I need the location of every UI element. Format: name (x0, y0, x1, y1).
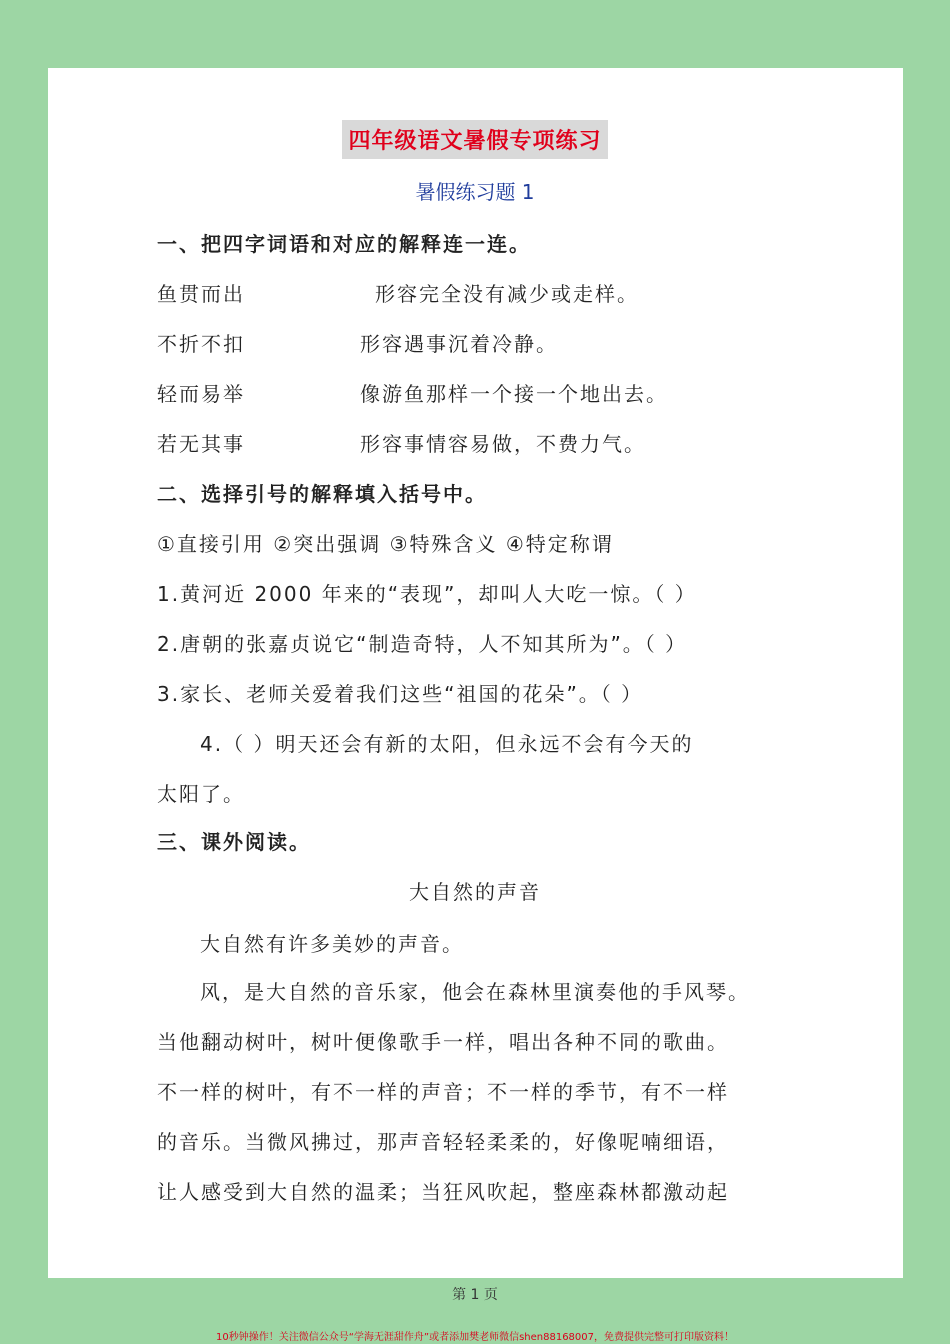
subtitle: 暑假练习题 1 (415, 180, 535, 204)
footer-notice: 10秒钟操作！关注微信公众号“学海无涯甜作舟”或者添加樊老师微信shen88168007，免费提供完整可打印版资料！ (215, 1332, 735, 1343)
quote-options: ①直接引用 ②突出强调 ③特殊含义 ④特定称谓 (157, 532, 614, 556)
question-4: 4.（ ）明天还会有新的太阳，但永远不会有今天的 (200, 732, 694, 756)
page-title: 四年级语文暑假专项练习 (342, 120, 607, 159)
page-number: 第 1 页 (452, 1287, 498, 1303)
passage-line: 的音乐。当微风拂过，那声音轻轻柔柔的，好像呢喃细语， (157, 1130, 729, 1154)
passage-line: 让人感受到大自然的温柔；当狂风吹起，整座森林都激动起 (157, 1180, 729, 1204)
question-2: 2.唐朝的张嘉贞说它“制造奇特，人不知其所为”。（ ） (157, 632, 688, 656)
word-1: 鱼贯而出 (157, 282, 245, 306)
passage-title: 大自然的声音 (409, 880, 541, 904)
section1-heading: 一、把四字词语和对应的解释连一连。 (157, 232, 531, 256)
passage-line: 当他翻动树叶，树叶便像歌手一样，唱出各种不同的歌曲。 (157, 1030, 729, 1054)
passage-line: 大自然有许多美妙的声音。 (200, 932, 464, 956)
question-3: 3.家长、老师关爱着我们这些“祖国的花朵”。（ ） (157, 682, 644, 706)
meaning-1: 形容完全没有减少或走样。 (375, 282, 639, 306)
meaning-4: 形容事情容易做，不费力气。 (360, 432, 646, 456)
section2-heading: 二、选择引号的解释填入括号中。 (157, 482, 487, 506)
word-3: 轻而易举 (157, 382, 245, 406)
question-4-continued: 太阳了。 (157, 782, 245, 806)
question-1: 1.黄河近 2000 年来的“表现”，却叫人大吃一惊。（ ） (157, 582, 697, 606)
word-4: 若无其事 (157, 432, 245, 456)
passage-line: 不一样的树叶，有不一样的声音；不一样的季节，有不一样 (157, 1080, 729, 1104)
word-2: 不折不扣 (157, 332, 245, 356)
passage-line: 风，是大自然的音乐家，他会在森林里演奏他的手风琴。 (200, 980, 750, 1004)
meaning-3: 像游鱼那样一个接一个地出去。 (360, 382, 668, 406)
title-wrap (0, 120, 950, 159)
section3-heading: 三、课外阅读。 (157, 830, 311, 854)
meaning-2: 形容遇事沉着冷静。 (360, 332, 558, 356)
